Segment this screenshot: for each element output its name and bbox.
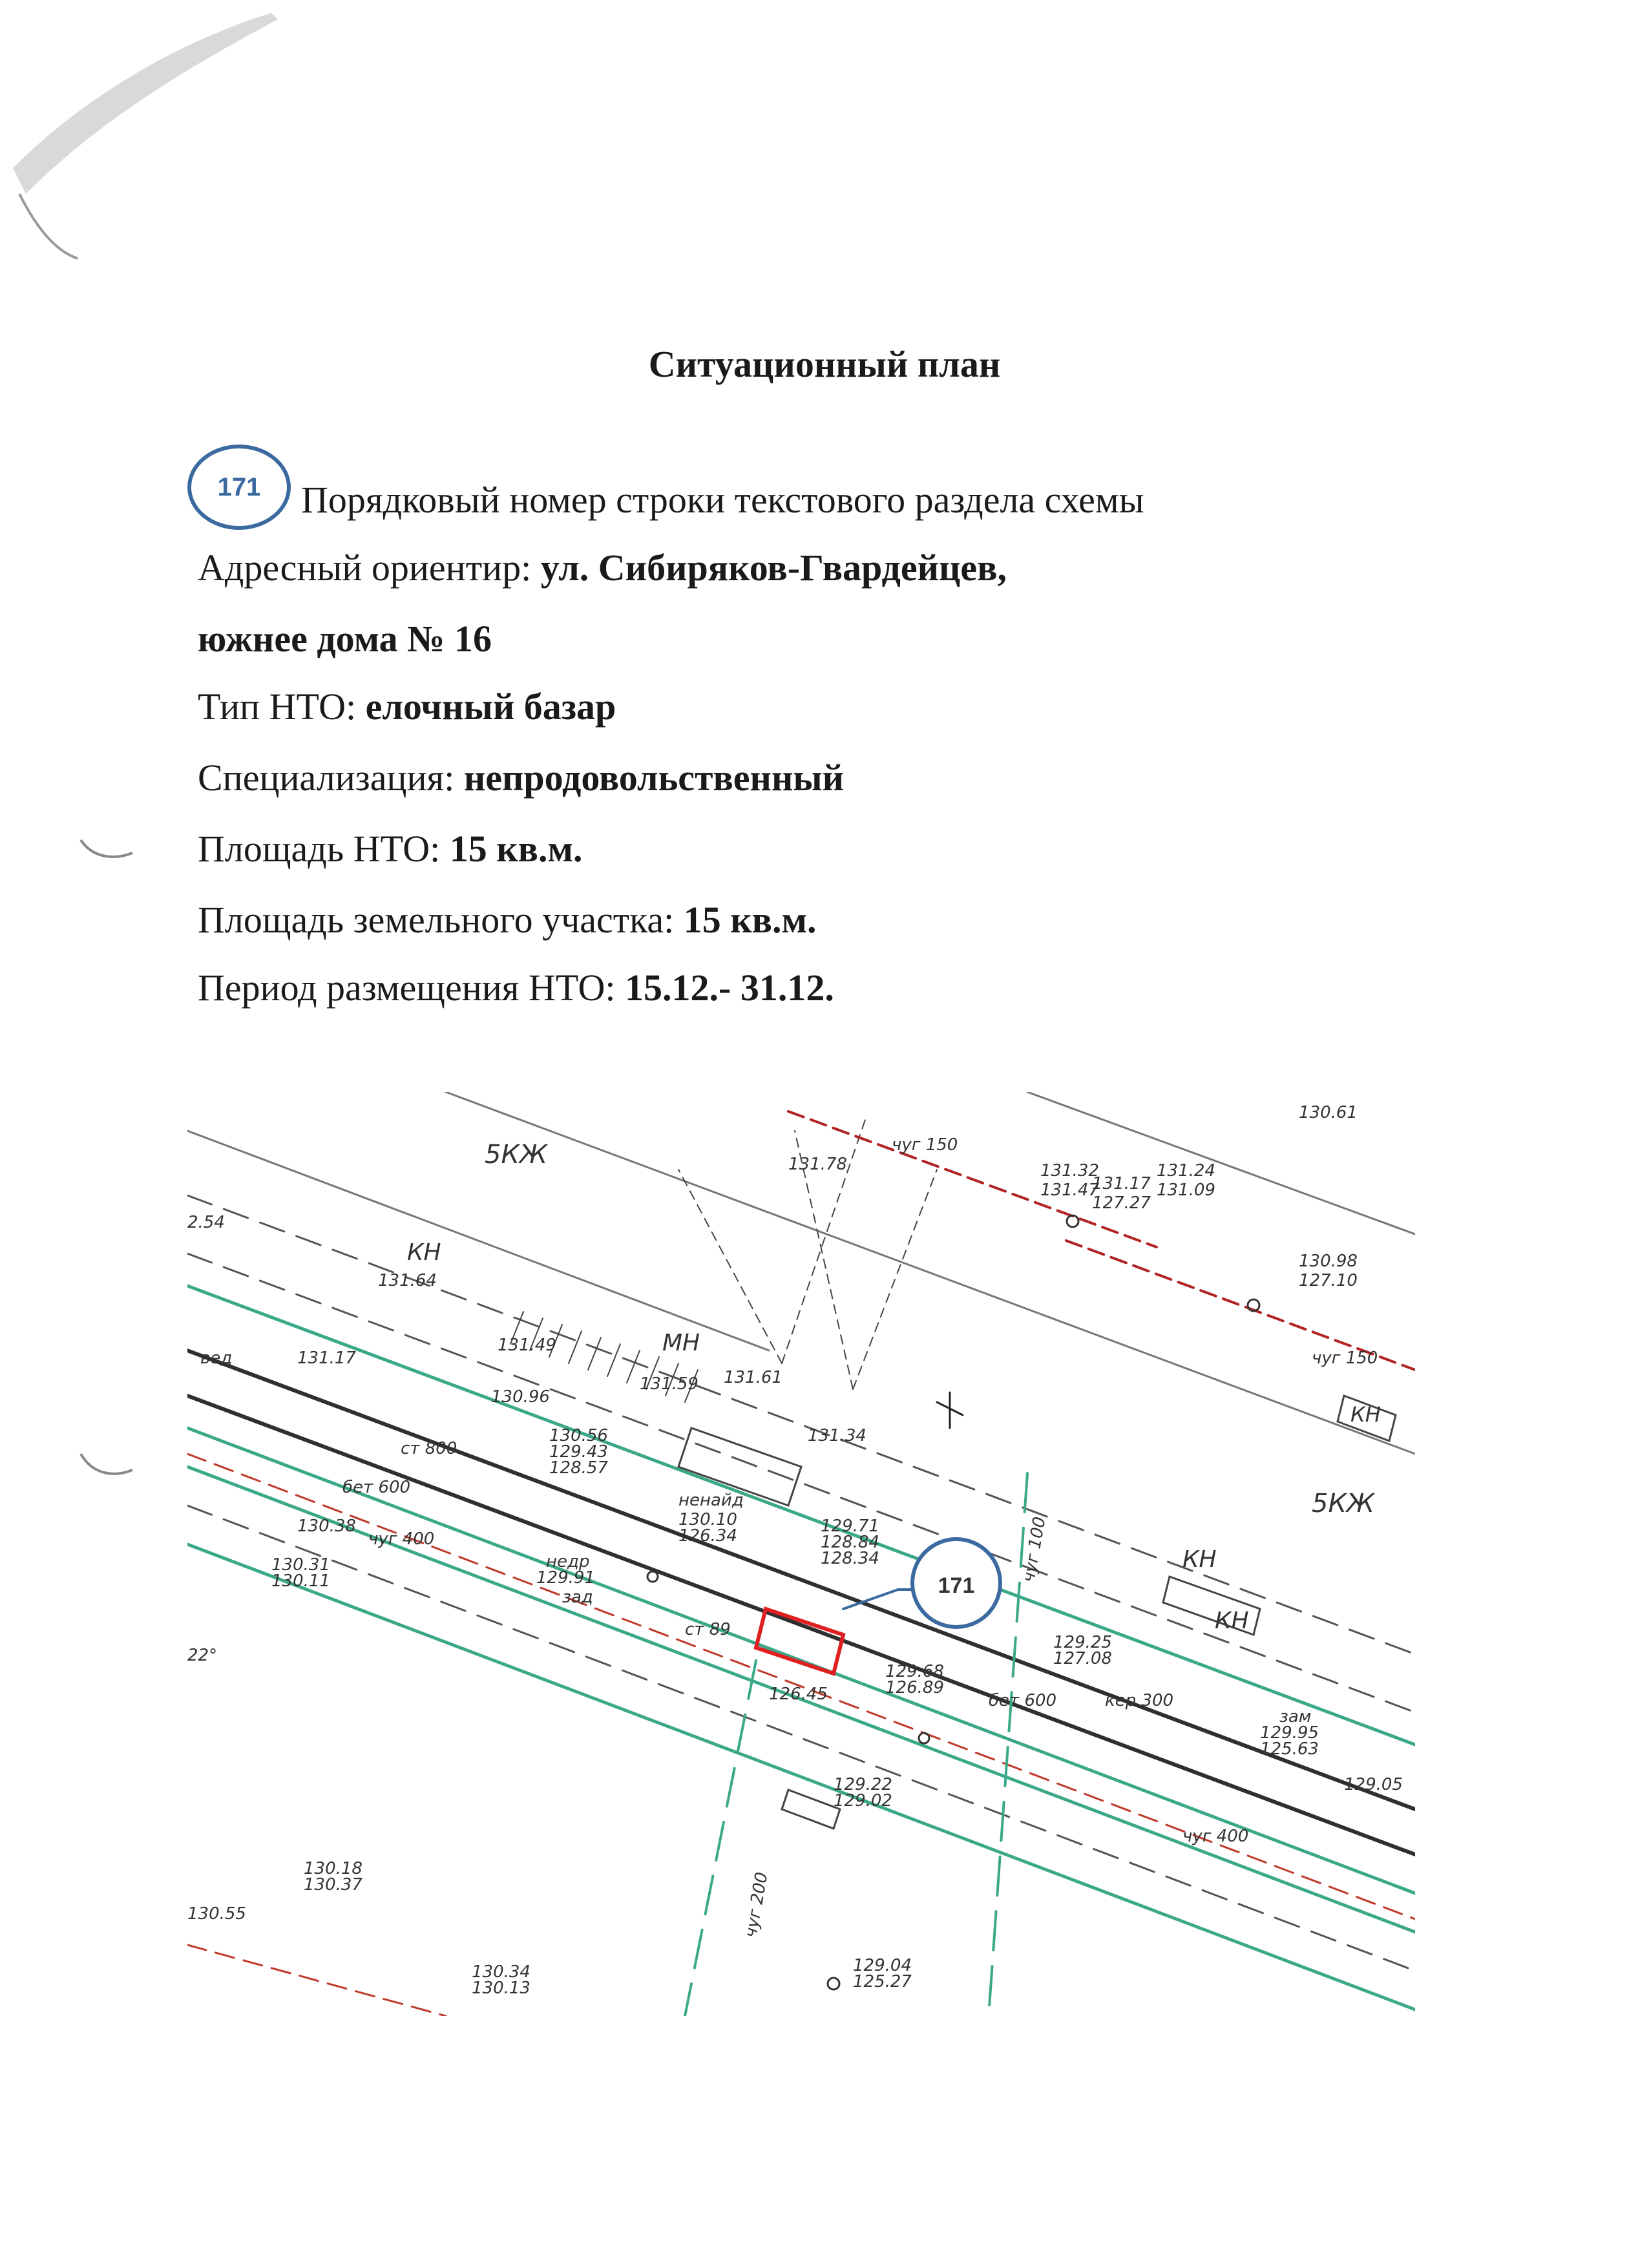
map-label: 130.55: [187, 1904, 246, 1924]
map-label: 131.61: [724, 1368, 782, 1387]
row-number-caption: Порядковый номер строки текстового раздела схемы: [301, 479, 1144, 521]
map-label: 129.68: [885, 1662, 944, 1681]
map-label: чуг 200: [741, 1871, 772, 1940]
map-label: зам: [1279, 1707, 1312, 1727]
map-callout-label: 171: [938, 1573, 975, 1598]
area-line: [198, 827, 583, 870]
map-label: бет 600: [989, 1691, 1057, 1710]
map-label: 131.32: [1040, 1161, 1099, 1181]
map-label: 127.10: [1299, 1271, 1358, 1290]
map-label: 129.95: [1260, 1723, 1319, 1743]
map-label: 125.63: [1260, 1739, 1319, 1759]
map-label: 130.10: [678, 1510, 737, 1529]
scan-fold-artifact: [0, 0, 297, 271]
map-label: 131.34: [808, 1426, 867, 1445]
map-label: 128.34: [821, 1549, 879, 1568]
map-label: 129.22: [834, 1775, 892, 1794]
map-label: 5КЖ: [485, 1140, 547, 1170]
situational-map: [187, 1092, 1415, 2016]
map-label: 131.17: [1092, 1174, 1151, 1193]
map-label: 126.45: [769, 1685, 828, 1704]
type-value: елочный базар: [365, 686, 616, 728]
map-label: 129.25: [1053, 1633, 1112, 1652]
address-label: Адресный ориентир:: [198, 547, 532, 589]
type-label: Тип НТО:: [198, 686, 357, 728]
map-label: 130.37: [304, 1875, 362, 1895]
map-label: чуг 150: [892, 1135, 958, 1155]
type-line: [198, 685, 616, 728]
map-label: 125.27: [853, 1972, 912, 1991]
map-label: ст 800: [401, 1439, 457, 1458]
map-label: 126.34: [678, 1526, 737, 1546]
address-value-line1: ул. Сибиряков-Гвардейцев,: [540, 547, 1007, 589]
map-label: КН: [407, 1239, 441, 1266]
specialization-label: Специализация:: [198, 757, 455, 799]
map-label: 129.71: [821, 1517, 879, 1536]
address-line: [198, 546, 1007, 589]
specialization-line: [198, 756, 844, 799]
map-label: 129.02: [834, 1791, 892, 1811]
map-label: зад: [562, 1588, 593, 1607]
address-value-line2: южнее дома № 16: [198, 618, 492, 660]
map-label: МН: [662, 1330, 700, 1356]
map-label: чуг 400: [368, 1529, 435, 1549]
map-label: 130.38: [297, 1517, 356, 1536]
map-label: ненайд: [678, 1491, 744, 1510]
map-label: 130.96: [491, 1387, 550, 1407]
map-label: КН: [1350, 1402, 1381, 1427]
map-label: 131.09: [1157, 1181, 1215, 1200]
map-label: чуг 400: [1182, 1827, 1249, 1846]
row-number-badge: 171: [187, 445, 291, 530]
land-area-line: [198, 898, 816, 941]
map-label: кер 300: [1105, 1691, 1174, 1710]
area-value: 15 кв.м.: [449, 828, 583, 870]
map-label: 2.54: [187, 1213, 225, 1232]
map-label: 131.49: [498, 1336, 556, 1355]
map-label: 5КЖ: [1312, 1489, 1374, 1518]
map-label: КН: [1215, 1608, 1249, 1634]
period-label: Период размещения НТО:: [198, 967, 616, 1009]
binder-mark: [78, 1447, 136, 1486]
map-label: 130.34: [472, 1962, 530, 1982]
area-label: Площадь НТО:: [198, 828, 441, 870]
map-label: 131.17: [297, 1349, 356, 1368]
map-label: бет 600: [342, 1478, 411, 1497]
map-label: 130.31: [271, 1555, 330, 1575]
map-label: 22°: [187, 1646, 218, 1665]
map-label: 130.13: [472, 1979, 530, 1998]
map-label: чуг 100: [1019, 1515, 1050, 1584]
map-label: ст 89: [685, 1620, 731, 1639]
land-area-label: Площадь земельного участка:: [198, 899, 675, 941]
map-label: 131.47: [1040, 1181, 1099, 1200]
map-label: недр: [546, 1552, 590, 1571]
map-label: вед: [200, 1349, 233, 1368]
map-label: 130.11: [271, 1571, 330, 1591]
map-label: 127.08: [1053, 1649, 1112, 1668]
specialization-value: непродовольственный: [463, 757, 845, 799]
binder-mark: [78, 834, 136, 866]
map-label: 127.27: [1092, 1193, 1151, 1213]
map-label: 128.57: [549, 1458, 608, 1478]
map-label: 130.18: [304, 1859, 362, 1878]
map-label: чуг 150: [1312, 1349, 1378, 1368]
map-label: 131.59: [640, 1374, 698, 1394]
map-label: 130.98: [1299, 1252, 1358, 1271]
map-label: 126.89: [885, 1678, 944, 1697]
map-label: 129.91: [536, 1568, 595, 1588]
page-title: Ситуационный план: [648, 343, 1001, 385]
map-label: 131.24: [1157, 1161, 1215, 1181]
land-area-value: 15 кв.м.: [683, 899, 817, 941]
map-label: 131.78: [788, 1155, 847, 1174]
map-label: КН: [1182, 1546, 1217, 1573]
map-label: 128.84: [821, 1533, 879, 1552]
map-label: 131.64: [378, 1271, 437, 1290]
period-line: [198, 966, 834, 1009]
map-label: 130.56: [549, 1426, 608, 1445]
map-label: 129.05: [1344, 1775, 1403, 1794]
map-label: 130.61: [1299, 1103, 1358, 1122]
period-value: 15.12.- 31.12.: [625, 967, 834, 1009]
map-label: 129.43: [549, 1442, 608, 1462]
map-label: 129.04: [853, 1956, 912, 1975]
